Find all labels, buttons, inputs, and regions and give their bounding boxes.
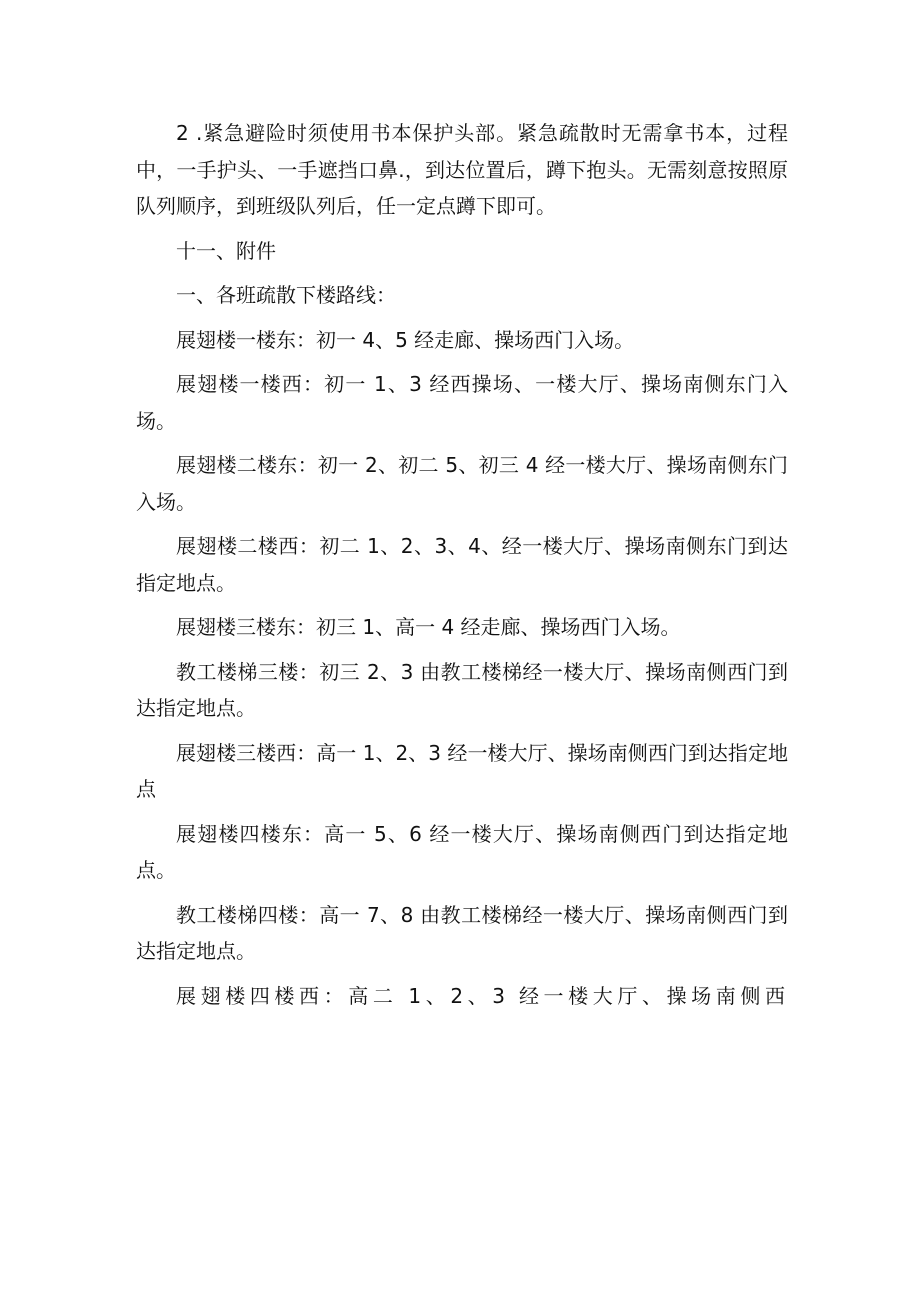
route-item: 教工楼梯三楼：初三 2、3 由教工楼梯经一楼大厅、操场南侧西门到达指定地点。 — [136, 659, 788, 720]
subsection-heading-routes: 一、各班疏散下楼路线： — [176, 283, 396, 307]
route-item: 展翅楼一楼东：初一 4、5 经走廊、操场西门入场。 — [176, 327, 635, 352]
paragraph-emergency-protection: 2 .紧急避险时须使用书本保护头部。紧急疏散时无需拿书本，过程中，一手护头、一手遮挡口鼻.，到达位置后，蹲下抱头。无需刻意按照原队列顺序，到班级队列后，任一定点蹲下即可。 — [136, 121, 788, 218]
section-heading-appendix: 十一、附件 — [176, 238, 276, 263]
route-item: 展翅楼三楼东：初三 1、高一 4 经走廊、操场西门入场。 — [176, 615, 681, 639]
route-item: 展翅楼一楼西：初一 1、3 经西操场、一楼大厅、操场南侧东门入场。 — [136, 372, 788, 433]
route-item: 教工楼梯四楼：高一 7、8 由教工楼梯经一楼大厅、操场南侧西门到达指定地点。 — [136, 902, 788, 963]
route-item: 展翅楼二楼东：初一 2、初二 5、初三 4 经一楼大厅、操场南侧东门入场。 — [136, 453, 788, 514]
route-item: 展翅楼二楼西：初二 1、2、3、4、经一楼大厅、操场南侧东门到达指定地点。 — [136, 534, 788, 595]
route-item: 展翅楼四楼西：高二 1、2、3 经一楼大厅、操场南侧西 — [176, 983, 788, 1008]
route-item: 展翅楼四楼东：高一 5、6 经一楼大厅、操场南侧西门到达指定地点。 — [136, 821, 788, 882]
route-item: 展翅楼三楼西：高一 1、2、3 经一楼大厅、操场南侧西门到达指定地点 — [136, 740, 788, 801]
document-body — [136, 115, 788, 1014]
